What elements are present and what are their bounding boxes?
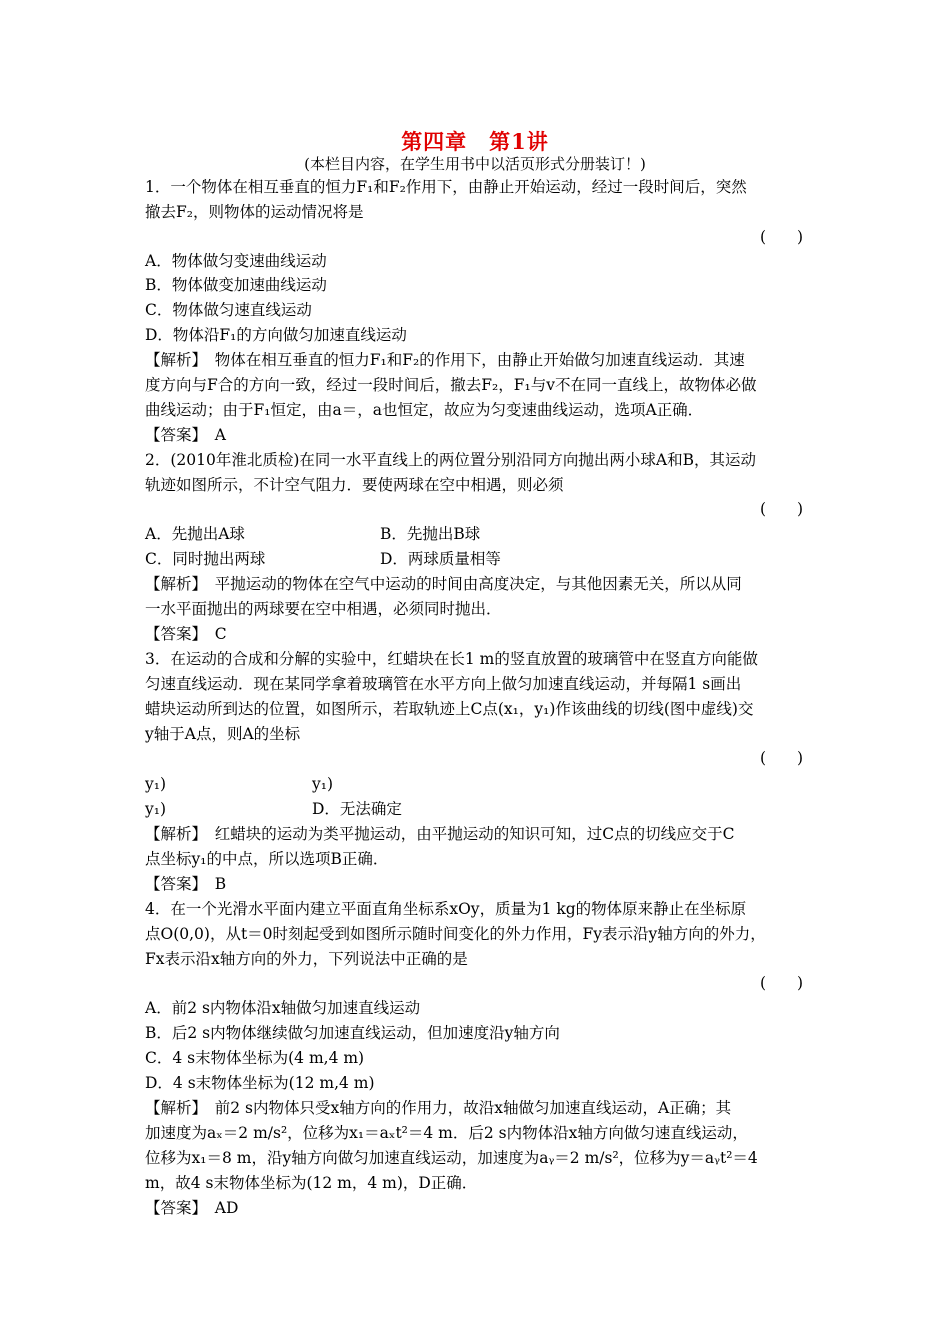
q2-option-b: B．先抛出B球 — [380, 525, 481, 543]
q3-explanation-line-1: 【解析】 红蜡块的运动为类平抛运动，由平抛运动的知识可知，过C点的切线应交于C — [145, 825, 735, 843]
q3-option-b: y₁) — [312, 775, 334, 793]
q1-option-c: C．物体做匀速直线运动 — [145, 301, 312, 319]
q4-explanation-line-1: 【解析】 前2 s内物体只受x轴方向的作用力，故沿x轴做匀加速直线运动，A正确；其 — [145, 1099, 732, 1117]
q4-option-a: A．前2 s内物体沿x轴做匀加速直线运动 — [145, 999, 421, 1017]
q4-stem-line-1: 4．在一个光滑水平面内建立平面直角坐标系xOy，质量为1 kg的物体原来静止在坐标原 — [145, 900, 747, 918]
q3-answer: 【答案】 B — [145, 875, 227, 893]
q2-option-d: D．两球质量相等 — [380, 550, 501, 568]
q1-option-d: D．物体沿F₁的方向做匀加速直线运动 — [145, 326, 407, 344]
q2-option-a: A．先抛出A球 — [145, 525, 245, 543]
q2-answer-blank: ( ) — [760, 500, 804, 518]
q2-explanation-line-1: 【解析】 平抛运动的物体在空气中运动的时间由高度决定，与其他因素无关，所以从同 — [145, 575, 742, 593]
q3-option-d: D．无法确定 — [312, 800, 402, 818]
q4-explanation-line-3: 位移为x₁＝8 m，沿y轴方向做匀加速直线运动，加速度为aᵧ＝2 m/s²，位移为y＝aᵧt²＝4 — [145, 1149, 758, 1167]
page-title: 第四章 第1讲 — [401, 129, 549, 154]
q2-stem-line-2: 轨迹如图所示，不计空气阻力．要使两球在空中相遇，则必须 — [145, 476, 564, 494]
q1-explanation-line-3: 曲线运动；由于F₁恒定，由a＝，a也恒定，故应为匀变速曲线运动，选项A正确． — [145, 401, 704, 419]
page-subtitle: (本栏目内容，在学生用书中以活页形式分册装订！) — [304, 155, 646, 173]
q3-stem-line-3: 蜡块运动所到达的位置，如图所示，若取轨迹上C点(x₁，y₁)作该曲线的切线(图中虚线)交 — [145, 700, 754, 718]
q4-option-c: C．4 s末物体坐标为(4 m,4 m) — [145, 1049, 365, 1067]
q1-answer: 【答案】 A — [145, 426, 226, 444]
q4-stem-line-3: Fx表示沿x轴方向的外力，下列说法中正确的是 — [145, 950, 468, 968]
q2-explanation-line-2: 一水平面抛出的两球要在空中相遇，必须同时抛出． — [145, 600, 502, 618]
q1-answer-blank: ( ) — [760, 228, 804, 246]
q1-option-b: B．物体做变加速曲线运动 — [145, 276, 327, 294]
q3-stem-line-4: y轴于A点，则A的坐标 — [145, 725, 301, 743]
q1-option-a: A．物体做匀变速曲线运动 — [145, 252, 327, 270]
q1-stem-line-2: 撤去F₂，则物体的运动情况将是 — [145, 203, 364, 221]
q4-answer-blank: ( ) — [760, 974, 804, 992]
q3-explanation-line-2: 点坐标y₁的中点，所以选项B正确． — [145, 850, 389, 868]
q4-option-d: D．4 s末物体坐标为(12 m,4 m) — [145, 1074, 375, 1092]
q4-stem-line-2: 点O(0,0)，从t＝0时刻起受到如图所示随时间变化的外力作用，Fy表示沿y轴方向的外力， — [145, 925, 766, 943]
q3-option-c: y₁) — [145, 800, 167, 818]
q4-option-b: B．后2 s内物体继续做匀加速直线运动，但加速度沿y轴方向 — [145, 1024, 560, 1042]
q3-stem-line-2: 匀速直线运动．现在某同学拿着玻璃管在水平方向上做匀加速直线运动，并每隔1 s画出 — [145, 675, 742, 693]
q1-explanation-line-2: 度方向与F合的方向一致，经过一段时间后，撤去F₂，F₁与v不在同一直线上，故物体必做 — [145, 376, 757, 394]
q4-answer: 【答案】 AD — [145, 1199, 239, 1217]
q4-explanation-line-2: 加速度为aₓ＝2 m/s²，位移为x₁＝aₓt²＝4 m．后2 s内物体沿x轴方向做匀速直线运动， — [145, 1124, 748, 1142]
q1-stem-line-1: 1．一个物体在相互垂直的恒力F₁和F₂作用下，由静止开始运动，经过一段时间后，突然 — [145, 178, 747, 196]
q2-answer: 【答案】 C — [145, 625, 227, 643]
q4-explanation-line-4: m，故4 s末物体坐标为(12 m，4 m)，D正确． — [145, 1174, 478, 1192]
q3-answer-blank: ( ) — [760, 749, 804, 767]
q2-option-c: C．同时抛出两球 — [145, 550, 266, 568]
q3-stem-line-1: 3．在运动的合成和分解的实验中，红蜡块在长1 m的竖直放置的玻璃管中在竖直方向能做 — [145, 650, 758, 668]
q2-stem-line-1: 2．(2010年淮北质检)在同一水平直线上的两位置分别沿同方向抛出两小球A和B，其运动 — [145, 451, 756, 469]
q3-option-a: y₁) — [145, 775, 167, 793]
q1-explanation-line-1: 【解析】 物体在相互垂直的恒力F₁和F₂的作用下，由静止开始做匀加速直线运动．其速 — [145, 351, 745, 369]
